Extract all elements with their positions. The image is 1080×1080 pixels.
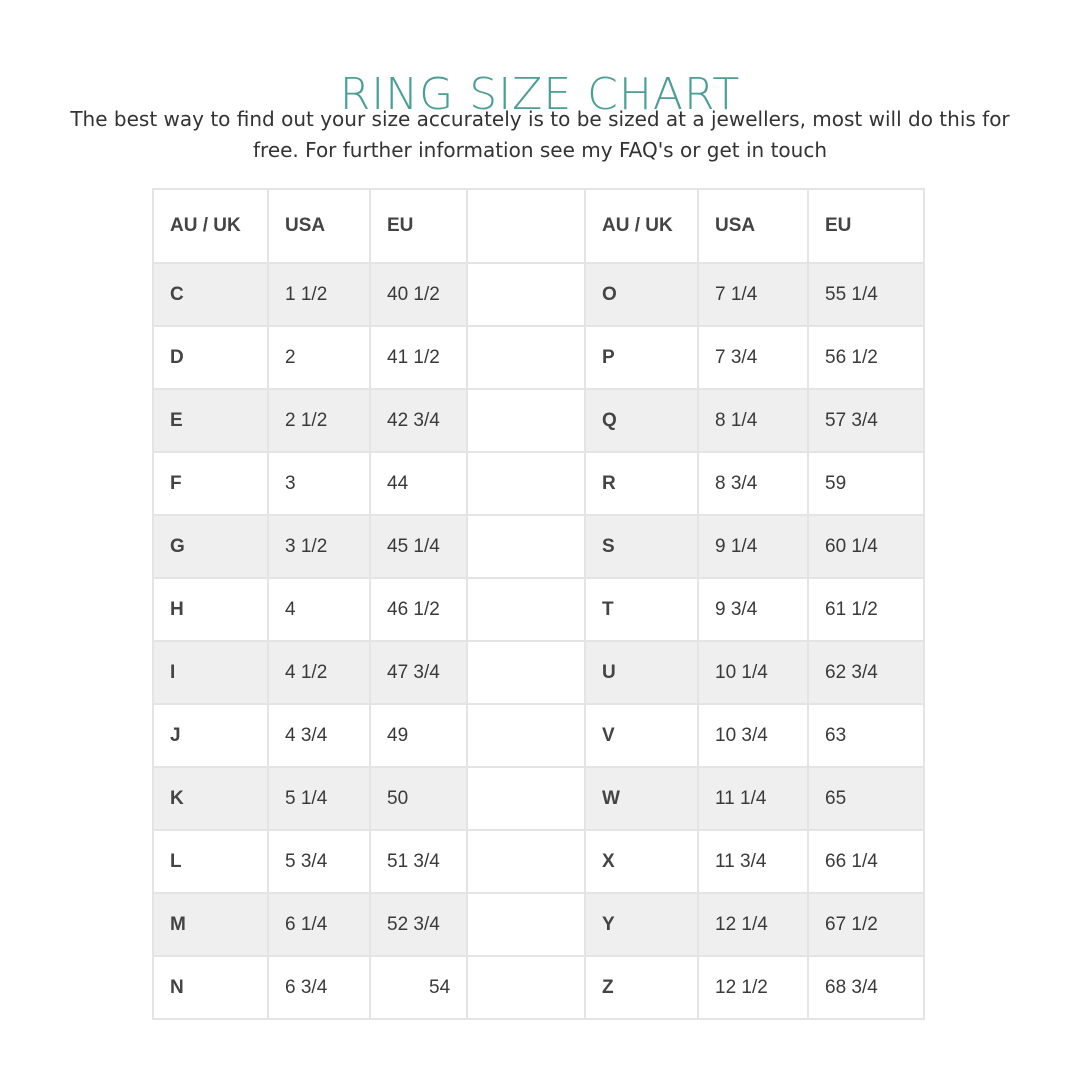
cell-usa: 7 1/4 xyxy=(698,263,808,326)
cell-au-uk: T xyxy=(585,578,698,641)
cell-eu: 66 1/4 xyxy=(808,830,924,893)
cell-eu: 65 xyxy=(808,767,924,830)
cell-usa: 10 3/4 xyxy=(698,704,808,767)
cell-au-uk: M xyxy=(153,893,268,956)
cell-spacer xyxy=(467,515,585,578)
cell-usa: 5 1/4 xyxy=(268,767,370,830)
cell-spacer xyxy=(467,830,585,893)
cell-spacer xyxy=(467,893,585,956)
table-header-row xyxy=(153,189,924,263)
intro-line: free. For further information see my FAQ's or get in touch xyxy=(253,138,827,162)
cell-usa: 8 3/4 xyxy=(698,452,808,515)
table-row xyxy=(153,452,924,515)
cell-eu: 60 1/4 xyxy=(808,515,924,578)
cell-spacer xyxy=(467,956,585,1019)
cell-spacer xyxy=(467,767,585,830)
cell-usa: 11 1/4 xyxy=(698,767,808,830)
cell-usa: 10 1/4 xyxy=(698,641,808,704)
cell-eu: 54 xyxy=(370,956,467,1019)
cell-usa: 5 3/4 xyxy=(268,830,370,893)
cell-usa: 1 1/2 xyxy=(268,263,370,326)
cell-usa: 6 3/4 xyxy=(268,956,370,1019)
cell-au-uk: E xyxy=(153,389,268,452)
cell-au-uk: L xyxy=(153,830,268,893)
cell-usa: 4 3/4 xyxy=(268,704,370,767)
table-row xyxy=(153,389,924,452)
header-eu-right: EU xyxy=(808,189,924,263)
table-row xyxy=(153,641,924,704)
cell-eu: 67 1/2 xyxy=(808,893,924,956)
cell-usa: 6 1/4 xyxy=(268,893,370,956)
cell-spacer xyxy=(467,326,585,389)
cell-eu: 42 3/4 xyxy=(370,389,467,452)
cell-usa: 12 1/4 xyxy=(698,893,808,956)
cell-usa: 2 1/2 xyxy=(268,389,370,452)
header-usa-right: USA xyxy=(698,189,808,263)
header-usa-left: USA xyxy=(268,189,370,263)
cell-eu: 55 1/4 xyxy=(808,263,924,326)
cell-au-uk: K xyxy=(153,767,268,830)
cell-usa: 2 xyxy=(268,326,370,389)
cell-au-uk: D xyxy=(153,326,268,389)
cell-usa: 9 1/4 xyxy=(698,515,808,578)
header-eu-left: EU xyxy=(370,189,467,263)
cell-eu: 45 1/4 xyxy=(370,515,467,578)
intro-line: The best way to find out your size accurately is to be sized at a jewellers, most will do this for xyxy=(70,107,1010,131)
cell-au-uk: H xyxy=(153,578,268,641)
cell-au-uk: F xyxy=(153,452,268,515)
cell-spacer xyxy=(467,641,585,704)
table-row xyxy=(153,578,924,641)
cell-eu: 47 3/4 xyxy=(370,641,467,704)
cell-au-uk: G xyxy=(153,515,268,578)
cell-spacer xyxy=(467,389,585,452)
cell-au-uk: I xyxy=(153,641,268,704)
table-row xyxy=(153,830,924,893)
cell-eu: 56 1/2 xyxy=(808,326,924,389)
cell-au-uk: R xyxy=(585,452,698,515)
cell-eu: 61 1/2 xyxy=(808,578,924,641)
cell-eu: 41 1/2 xyxy=(370,326,467,389)
cell-au-uk: C xyxy=(153,263,268,326)
cell-usa: 12 1/2 xyxy=(698,956,808,1019)
cell-usa: 9 3/4 xyxy=(698,578,808,641)
cell-eu: 57 3/4 xyxy=(808,389,924,452)
cell-usa: 8 1/4 xyxy=(698,389,808,452)
page-title: RING SIZE CHART xyxy=(339,69,741,121)
table-row xyxy=(153,263,924,326)
cell-au-uk: J xyxy=(153,704,268,767)
table-row xyxy=(153,326,924,389)
cell-eu: 46 1/2 xyxy=(370,578,467,641)
header-au-uk-left: AU / UK xyxy=(153,189,268,263)
cell-eu: 59 xyxy=(808,452,924,515)
cell-au-uk: S xyxy=(585,515,698,578)
cell-usa: 4 xyxy=(268,578,370,641)
cell-usa: 3 xyxy=(268,452,370,515)
cell-eu: 52 3/4 xyxy=(370,893,467,956)
table-row xyxy=(153,956,924,1019)
header-au-uk-right: AU / UK xyxy=(585,189,698,263)
table-body xyxy=(153,263,924,1019)
cell-au-uk: Y xyxy=(585,893,698,956)
cell-spacer xyxy=(467,704,585,767)
cell-au-uk: X xyxy=(585,830,698,893)
table-row xyxy=(153,515,924,578)
cell-au-uk: U xyxy=(585,641,698,704)
cell-usa: 11 3/4 xyxy=(698,830,808,893)
cell-eu: 62 3/4 xyxy=(808,641,924,704)
cell-spacer xyxy=(467,263,585,326)
cell-usa: 7 3/4 xyxy=(698,326,808,389)
intro-text xyxy=(40,104,1040,166)
cell-au-uk: Z xyxy=(585,956,698,1019)
cell-au-uk: N xyxy=(153,956,268,1019)
cell-spacer xyxy=(467,452,585,515)
header-spacer xyxy=(467,189,585,263)
table-row xyxy=(153,704,924,767)
cell-eu: 51 3/4 xyxy=(370,830,467,893)
cell-eu: 63 xyxy=(808,704,924,767)
cell-eu: 50 xyxy=(370,767,467,830)
cell-eu: 68 3/4 xyxy=(808,956,924,1019)
cell-eu: 49 xyxy=(370,704,467,767)
cell-au-uk: W xyxy=(585,767,698,830)
table-row xyxy=(153,767,924,830)
cell-usa: 3 1/2 xyxy=(268,515,370,578)
cell-spacer xyxy=(467,578,585,641)
cell-au-uk: Q xyxy=(585,389,698,452)
table-row xyxy=(153,893,924,956)
ring-size-table xyxy=(152,188,925,1020)
cell-au-uk: P xyxy=(585,326,698,389)
cell-au-uk: V xyxy=(585,704,698,767)
cell-au-uk: O xyxy=(585,263,698,326)
cell-usa: 4 1/2 xyxy=(268,641,370,704)
cell-eu: 44 xyxy=(370,452,467,515)
cell-eu: 40 1/2 xyxy=(370,263,467,326)
